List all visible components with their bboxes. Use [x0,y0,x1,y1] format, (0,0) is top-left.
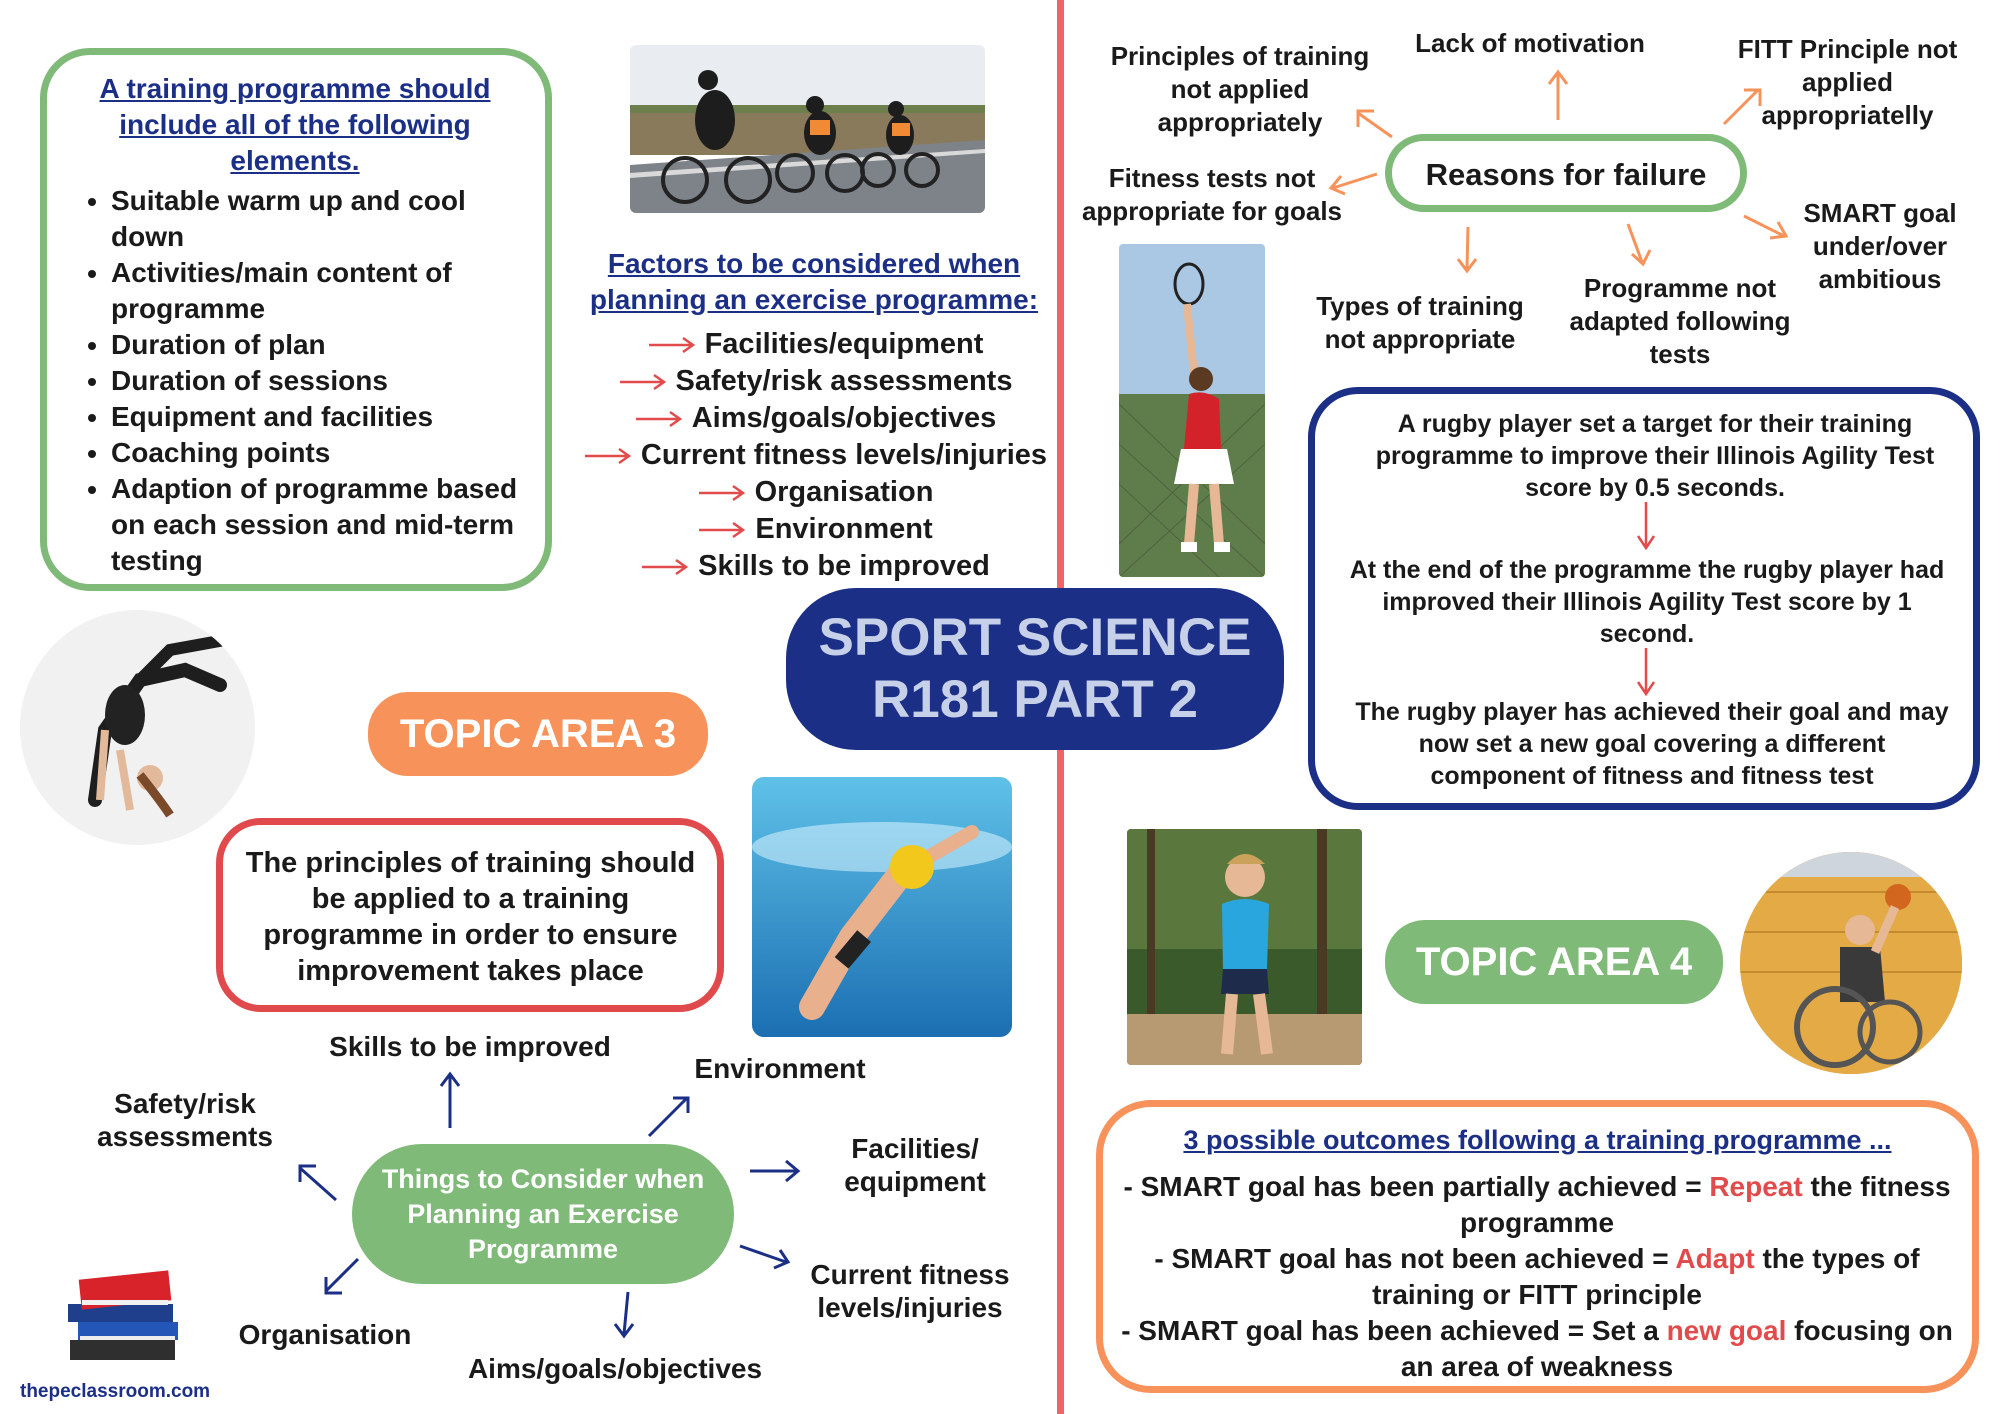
rugby-step-1: A rugby player set a target for their training programme to improve their Illinois Agility Test score by 0.5 seconds. [1375,410,1935,502]
factor-item: Environment [755,513,933,545]
right-arrow-icon [697,483,747,503]
consider-facilities: Facilities/ equipment [844,1133,986,1197]
factor-row [560,511,1070,548]
factor-row [560,548,1070,585]
gymnast-photo [20,610,255,845]
right-arrow-icon [618,372,668,392]
reason-fitt: FITT Principle not applied appropriatelly [1737,34,1958,130]
factor-item: Skills to be improved [698,550,990,582]
elements-item: • Adaption of programme based on each session and mid-term testing [111,471,531,579]
arrow-to-facilities-icon [748,1155,803,1185]
site-logo [60,1260,190,1370]
outcome-3-text: - SMART goal has been achieved = Set a [1121,1315,1667,1346]
arrow-to-programme-icon [1622,222,1657,267]
arrow-to-current-fitness-icon [738,1240,793,1275]
factor-item: Current fitness levels/injuries [640,439,1048,471]
arrow-to-motivation-icon [1543,68,1573,123]
arrow-to-aims-icon [610,1290,640,1340]
elements-list [83,183,531,579]
elements-item: • Activities/main content of programme [111,255,531,327]
arrow-to-types-icon [1452,225,1482,275]
right-arrow-icon [647,335,697,355]
right-arrow-icon [583,446,633,466]
outcome-2-text-end: the types of training or FITT principle [1372,1243,1920,1310]
arrow-to-safety-icon [292,1160,342,1205]
factor-item: Organisation [754,476,934,508]
arrow-to-skills-icon [435,1070,465,1130]
right-arrow-icon [640,557,690,577]
rugby-step-3: The rugby player has achieved their goal and may now set a new goal covering a different component of fitness and fitness test [1355,698,1949,790]
site-url: thepeclassroom.com [20,1381,211,1402]
outcomes-heading: 3 possible outcomes following a training programme ... [1183,1125,1892,1155]
principles-text: The principles of training should be applied to a training programme in order to ensure improvement takes place [245,847,696,987]
things-center-label: Things to Consider when Planning an Exercise Programme [381,1163,705,1264]
consider-skills: Skills to be improved [329,1031,611,1062]
right-arrow-icon [634,409,684,429]
factor-row [560,326,1070,363]
outcomes-box [1096,1100,1979,1393]
arrow-to-fitt-icon [1720,82,1765,127]
reason-motivation: Lack of motivation [1415,28,1645,58]
down-arrow-icon [1633,646,1659,698]
factor-item: Facilities/equipment [704,328,984,360]
outcome-1-text: - SMART goal has been partially achieved = [1123,1171,1710,1202]
principles-box [216,818,724,1012]
factor-row [560,363,1070,400]
tennis-player-photo [1119,244,1265,577]
cyclists-photo [630,45,985,213]
topic-area-4-label: TOPIC AREA 4 [1415,939,1693,984]
title-line-1: SPORT SCIENCE [818,608,1252,667]
consider-environment: Environment [694,1053,866,1084]
factor-item: Safety/risk assessments [675,365,1013,397]
factors-list [560,326,1070,585]
arrow-to-smart-icon [1740,210,1790,245]
reason-types: Types of training not appropriate [1316,291,1524,354]
factors-heading: Factors to be considered when planning an exercise programme: [589,248,1039,315]
runner-photo [1127,829,1362,1065]
factor-row [560,400,1070,437]
reason-programme: Programme not adapted following tests [1569,273,1791,369]
outcome-2-highlight: Adapt [1675,1243,1755,1274]
topic-area-3-pill [368,692,708,776]
arrow-to-fitness-tests-icon [1325,168,1380,196]
arrow-to-organisation-icon [318,1255,363,1300]
elements-item: • Equipment and facilities [111,399,531,435]
title-banner [786,588,1284,750]
title-line-2: R181 PART 2 [872,670,1198,729]
arrow-to-principles-icon [1350,105,1395,140]
reason-smart: SMART goal under/over ambitious [1803,198,1957,294]
reasons-center [1385,134,1747,212]
rugby-example-box [1308,387,1980,810]
consider-safety: Safety/risk assessments [97,1088,273,1152]
right-arrow-icon [697,520,747,540]
factor-item: Aims/goals/objectives [691,402,997,434]
topic-area-4-pill [1385,920,1723,1004]
elements-item: • Duration of sessions [111,363,531,399]
outcome-3-highlight: new goal [1666,1315,1787,1346]
consider-current-fitness: Current fitness levels/injuries [810,1259,1010,1323]
reason-fitness-tests: Fitness tests not appropriate for goals [1081,163,1343,226]
outcome-1 [1117,1169,1957,1241]
down-arrow-icon [1633,500,1659,552]
elements-item: • Coaching points [111,435,531,471]
consider-organisation: Organisation [238,1319,412,1350]
elements-item: • Duration of plan [111,327,531,363]
outcome-3 [1117,1313,1957,1385]
consider-aims: Aims/goals/objectives [467,1353,763,1384]
outcome-2-text: - SMART goal has not been achieved = [1154,1243,1676,1274]
elements-box [40,48,552,591]
outcome-3-text-end: focusing on an area of weakness [1400,1315,1953,1382]
elements-item: • Suitable warm up and cool down [111,183,531,255]
arrow-to-environment-icon [645,1090,695,1140]
outcome-1-highlight: Repeat [1709,1171,1803,1202]
book-stack-icon [60,1260,190,1370]
factor-row [560,474,1070,511]
topic-area-3-label: TOPIC AREA 3 [399,711,677,756]
reason-principles: Principles of training not applied appropriately [1110,41,1370,137]
swimmer-photo [752,777,1012,1037]
outcome-1-text-end: the fitness programme [1459,1171,1951,1238]
things-to-consider-center [352,1144,734,1284]
factor-row [560,437,1070,474]
outcome-2 [1117,1241,1957,1313]
wheelchair-basketball-photo [1740,852,1962,1074]
elements-heading: A training programme should include all of the following elements. [99,73,491,176]
rugby-step-2: At the end of the programme the rugby player had improved their Illinois Agility Test score by 1 second. [1349,556,1945,648]
reasons-center-label: Reasons for failure [1425,157,1707,192]
